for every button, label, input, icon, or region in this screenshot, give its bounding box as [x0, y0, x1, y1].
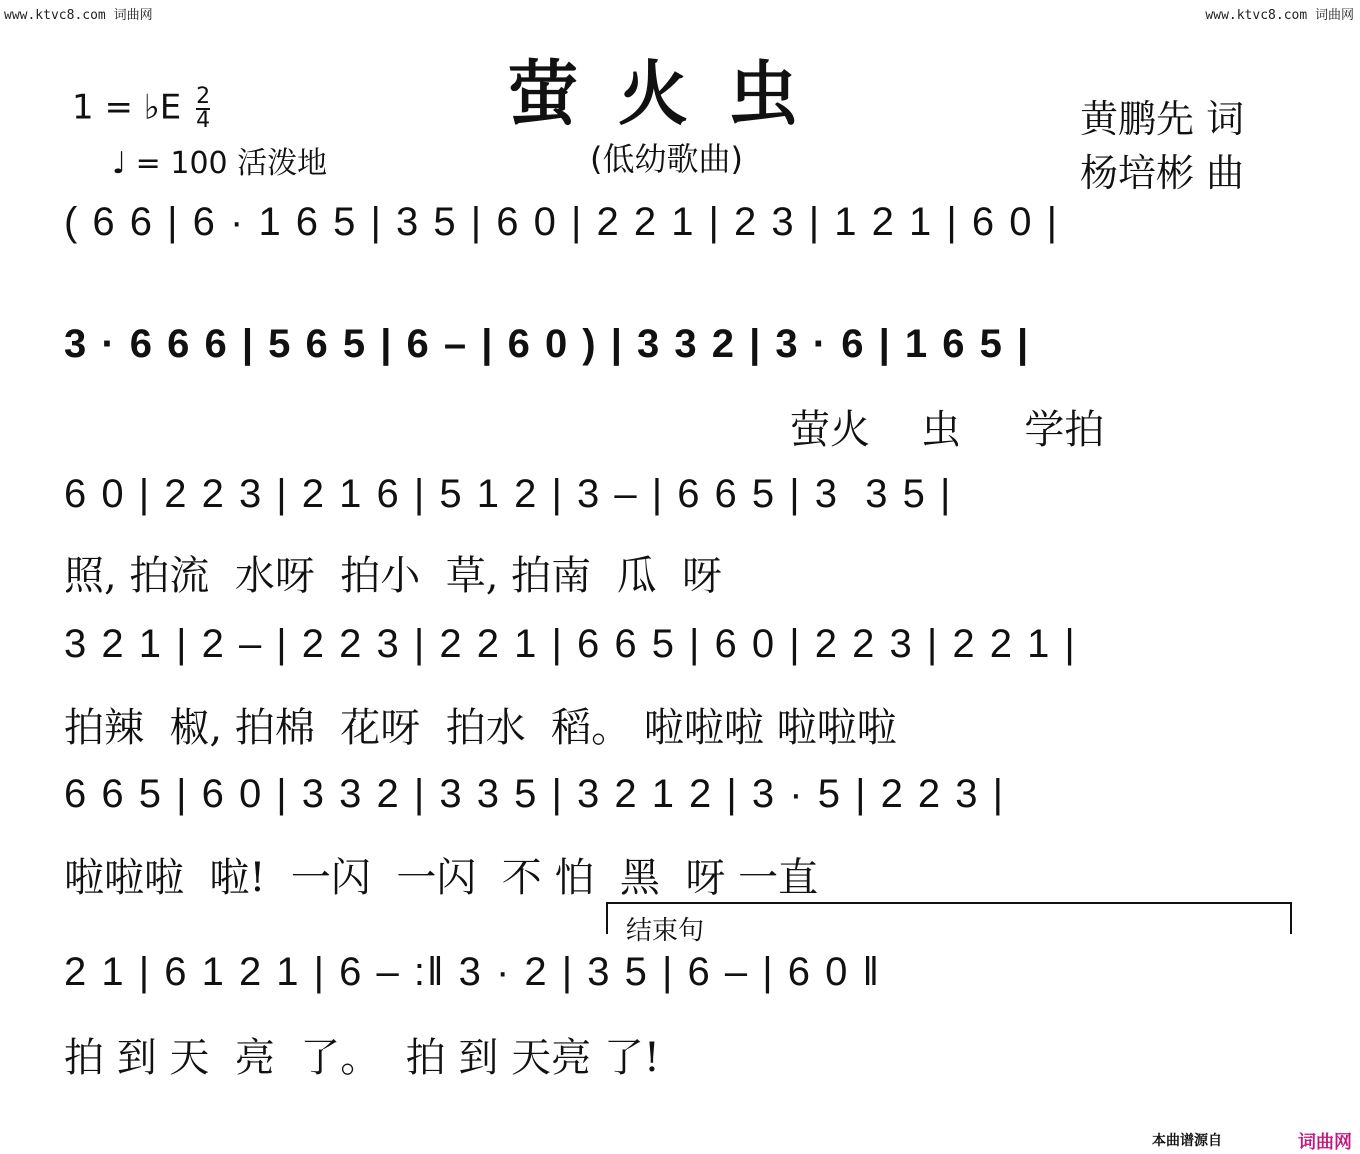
notation-line: 6 0 | 2 2 3 | 2 1 6 | 5 1 2 | 3 – | 6 6 5 | 3 3 5 |: [64, 472, 953, 516]
tempo-marking: ♩ = 100 活泼地: [112, 146, 328, 181]
key-signature: [72, 86, 210, 132]
song-title: 萤火虫: [508, 52, 838, 135]
composer-credit: 杨培彬 曲: [1080, 151, 1245, 195]
lyrics-line: 萤火 虫 学拍: [790, 407, 1105, 453]
time-sig-top: 2: [196, 84, 211, 109]
lyricist-credit: 黄鹏先 词: [1080, 97, 1245, 141]
notation-line: 3 · 6 6 6 | 5 6 5 | 6 – | 6 0 ) | 3 3 2 | 3 · 6 | 1 6 5 |: [64, 322, 1031, 366]
time-sig-bottom: 4: [196, 108, 211, 133]
lyrics-line: 拍辣 椒, 拍棉 花呀 拍水 稻。 啦啦啦 啦啦啦: [64, 705, 897, 751]
key-text: 1 = ♭E: [72, 87, 182, 128]
song-subtitle: (低幼歌曲): [590, 140, 743, 178]
notation-line: 6 6 5 | 6 0 | 3 3 2 | 3 3 5 | 3 2 1 2 | 3 · 5 | 2 2 3 |: [64, 772, 1006, 816]
lyrics-line: 照, 拍流 水呀 拍小 草, 拍南 瓜 呀: [64, 553, 723, 599]
ending-bracket: [606, 902, 1292, 934]
notation-line: ( 6 6 | 6 · 1 6 5 | 3 5 | 6 0 | 2 2 1 | 2 3 | 1 2 1 | 6 0 |: [64, 200, 1059, 244]
footer-source-text: 本曲谱源自: [1152, 1133, 1222, 1149]
watermark-right: www.ktvc8.com 词曲网: [1205, 8, 1354, 23]
notation-line: 3 2 1 | 2 – | 2 2 3 | 2 2 1 | 6 6 5 | 6 0 | 2 2 3 | 2 2 1 |: [64, 622, 1077, 666]
footer-brand-logo: 词曲网: [1298, 1132, 1352, 1153]
time-signature: [196, 86, 210, 132]
notation-line: 2 1 | 6 1 2 1 | 6 – :‖ 3 · 2 | 3 5 | 6 – | 6 0 ‖: [64, 950, 881, 994]
watermark-left: www.ktvc8.com 词曲网: [4, 8, 153, 23]
ending-label: 结束句: [626, 916, 705, 946]
lyrics-line: 啦啦啦 啦! 一闪 一闪 不 怕 黑 呀 一直: [64, 855, 819, 901]
lyrics-line: 拍 到 天 亮 了。 拍 到 天亮 了!: [64, 1035, 660, 1081]
